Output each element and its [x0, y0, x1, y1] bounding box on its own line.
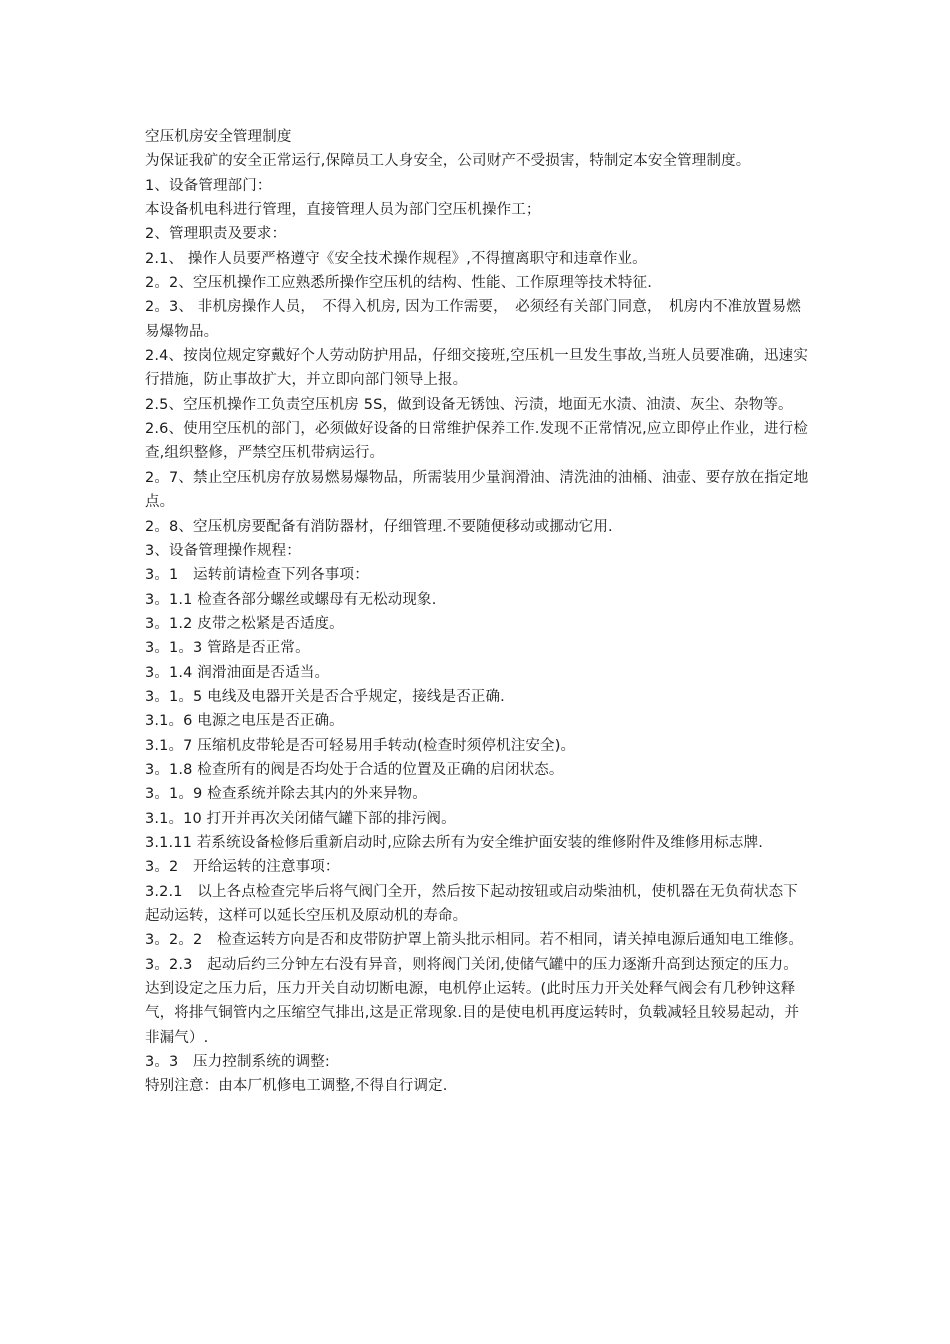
paragraph: 2。7、禁止空压机房存放易燃易爆物品，所需装用少量润滑油、清洗油的油桶、油壶、要存放在指定地点。: [145, 469, 809, 511]
section-heading: 1、设备管理部门：: [145, 177, 272, 194]
document-body: [145, 125, 810, 1099]
paragraph: 2.5、空压机操作工负责空压机房 5S，做到设备无锈蚀、污渍，地面无水渍、油渍、灰尘、杂物等。: [145, 396, 793, 413]
paragraph: 2.6、使用空压机的部门，必须做好设备的日常维护保养工作.发现不正常情况,应立即停止作业，进行检查,组织整修，严禁空压机带病运行。: [145, 421, 808, 462]
paragraph: 为保证我矿的安全正常运行,保障员工人身安全，公司财产不受损害，特制定本安全管理制度。: [145, 153, 751, 170]
section-heading: 3、设备管理操作规程：: [145, 542, 301, 559]
paragraph: 3。1。3 管路是否正常。: [145, 640, 310, 657]
paragraph: 3.1。10 打开并再次关闭储气罐下部的排污阀。: [145, 810, 456, 827]
paragraph: 3。1。5 电线及电器开关是否合乎规定，接线是否正确.: [145, 688, 505, 705]
paragraph: 3。3 压力控制系统的调整:: [145, 1054, 330, 1071]
section-heading: 2、管理职责及要求：: [145, 226, 287, 243]
paragraph: 3。2.3 起动后约三分钟左右没有异音，则将阀门关闭,使储气罐中的压力逐渐升高到达预定的压力。达到设定之压力后，压力开关自动切断电源，电机停止运转。(此时压力开关处释气阀会有几秒钟这释气，将排气铜管内之压缩空气排出,这是正常现象.目的是使电机再度运转时，负载减轻且较易起动，并非漏气）.: [145, 956, 800, 1046]
paragraph: 2.1、 操作人员要严格遵守《安全技术操作规程》,不得擅离职守和违章作业。: [145, 250, 647, 267]
paragraph: 2。3、 非机房操作人员， 不得入机房, 因为工作需要， 必须经有关部门同意， 机房内不准放置易燃易爆物品。: [145, 299, 801, 340]
paragraph: 3。2。2 检查运转方向是否和皮带防护罩上箭头批示相同。若不相同，请关掉电源后通知电工维修。: [145, 932, 804, 949]
paragraph: 3。1.2 皮带之松紧是否适度。: [145, 615, 344, 632]
document-title: 空压机房安全管理制度: [145, 129, 292, 145]
paragraph: 3.1。7 压缩机皮带轮是否可轻易用手转动(检查时须停机注安全)。: [145, 737, 576, 754]
paragraph: 特别注意：由本厂机修电工调整,不得自行调定.: [145, 1078, 448, 1095]
paragraph: 3。1.4 润滑油面是否适当。: [145, 664, 330, 681]
paragraph: 2.4、按岗位规定穿戴好个人劳动防护用品，仔细交接班,空压机一旦发生事故,当班人员要准确，迅速实行措施，防止事故扩大，并立即向部门领导上报。: [145, 348, 808, 389]
paragraph: 3.2.1 以上各点检查完毕后将气阀门全开，然后按下起动按钮或启动柴油机，使机器在无负荷状态下起动运转，这样可以延长空压机及原动机的寿命。: [145, 883, 798, 924]
paragraph: 3。1.1 检查各部分螺丝或螺母有无松动现象.: [145, 591, 437, 608]
paragraph: 3。1 运转前请检查下列各事项：: [145, 567, 369, 584]
paragraph: 3。1。9 检查系统并除去其内的外来异物。: [145, 786, 427, 803]
paragraph: 3。2 开给运转的注意事项：: [145, 859, 340, 876]
paragraph: 2。2、空压机操作工应熟悉所操作空压机的结构、性能、工作原理等技术特征.: [145, 275, 652, 292]
paragraph: 3.1.11 若系统设备检修后重新启动时,应除去所有为安全维护面安装的维修附件及维修用标志牌.: [145, 834, 763, 851]
paragraph: 3。1.8 检查所有的阀是否均处于合适的位置及正确的启闭状态。: [145, 761, 564, 778]
paragraph: 3.1。6 电源之电压是否正确。: [145, 713, 344, 730]
paragraph: 2。8、空压机房要配备有消防器材，仔细管理.不要随便移动或挪动它用.: [145, 518, 613, 535]
paragraph: 本设备机电科进行管理，直接管理人员为部门空压机操作工；: [145, 202, 541, 219]
